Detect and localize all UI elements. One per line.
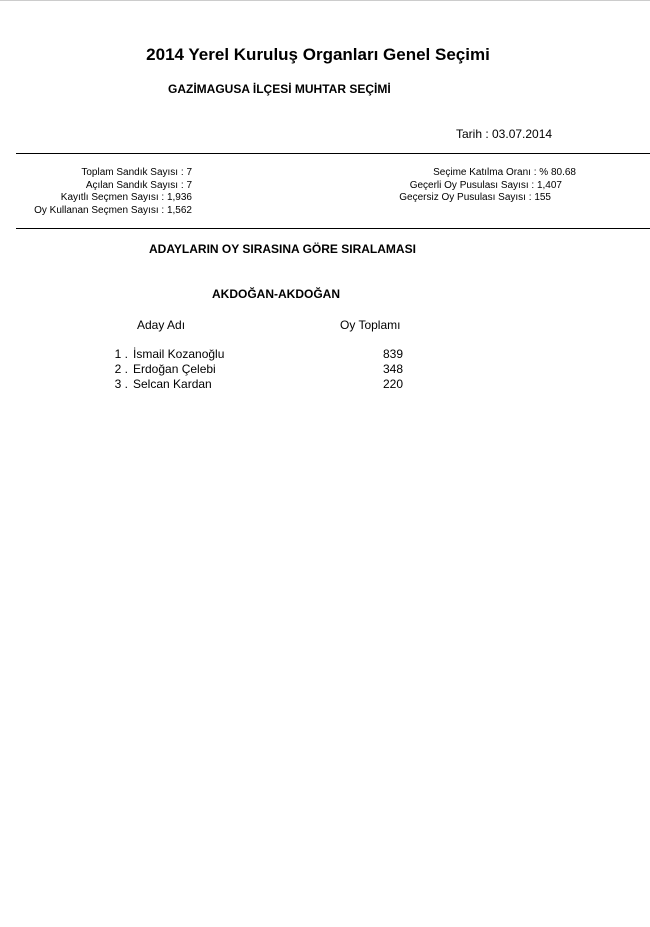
candidate-rank: 3 . bbox=[114, 377, 128, 391]
candidate-votes: 839 bbox=[382, 347, 403, 361]
top-border bbox=[0, 0, 650, 1]
candidate-rank: 1 . bbox=[114, 347, 128, 361]
report-date: Tarih : 03.07.2014 bbox=[456, 127, 553, 141]
candidate-votes: 220 bbox=[382, 377, 403, 391]
column-header-votes: Oy Toplamı bbox=[340, 318, 401, 332]
stat-registered-voters: Kayıtlı Seçmen Sayısı : 1,936 bbox=[60, 192, 192, 203]
column-header-name: Aday Adı bbox=[137, 318, 186, 332]
stat-total-boxes: Toplam Sandık Sayısı : 7 bbox=[81, 167, 192, 178]
ranking-title: ADAYLARIN OY SIRASINA GÖRE SIRALAMASI bbox=[149, 242, 416, 256]
stat-voters-voted: Oy Kullanan Seçmen Sayısı : 1,562 bbox=[34, 205, 192, 216]
report-title: 2014 Yerel Kuruluş Organları Genel Seçimi bbox=[146, 45, 490, 64]
candidate-name: Erdoğan Çelebi bbox=[133, 362, 216, 376]
stat-valid-ballots: Geçerli Oy Pusulası Sayısı : 1,407 bbox=[409, 180, 562, 191]
report-subtitle: GAZİMAGUSA İLÇESİ MUHTAR SEÇİMİ bbox=[168, 82, 391, 96]
stat-invalid-ballots: Geçersiz Oy Pusulası Sayısı : 155 bbox=[399, 192, 551, 203]
candidate-votes: 348 bbox=[382, 362, 403, 376]
divider-bottom bbox=[16, 228, 650, 229]
stat-opened-boxes: Açılan Sandık Sayısı : 7 bbox=[85, 180, 192, 191]
stat-turnout: Seçime Katılma Oranı : % 80.68 bbox=[433, 167, 576, 178]
district-name: AKDOĞAN-AKDOĞAN bbox=[212, 287, 340, 301]
candidate-name: İsmail Kozanoğlu bbox=[133, 347, 225, 361]
candidate-rank: 2 . bbox=[114, 362, 128, 376]
candidate-name: Selcan Kardan bbox=[133, 377, 212, 391]
divider-top bbox=[16, 153, 650, 154]
